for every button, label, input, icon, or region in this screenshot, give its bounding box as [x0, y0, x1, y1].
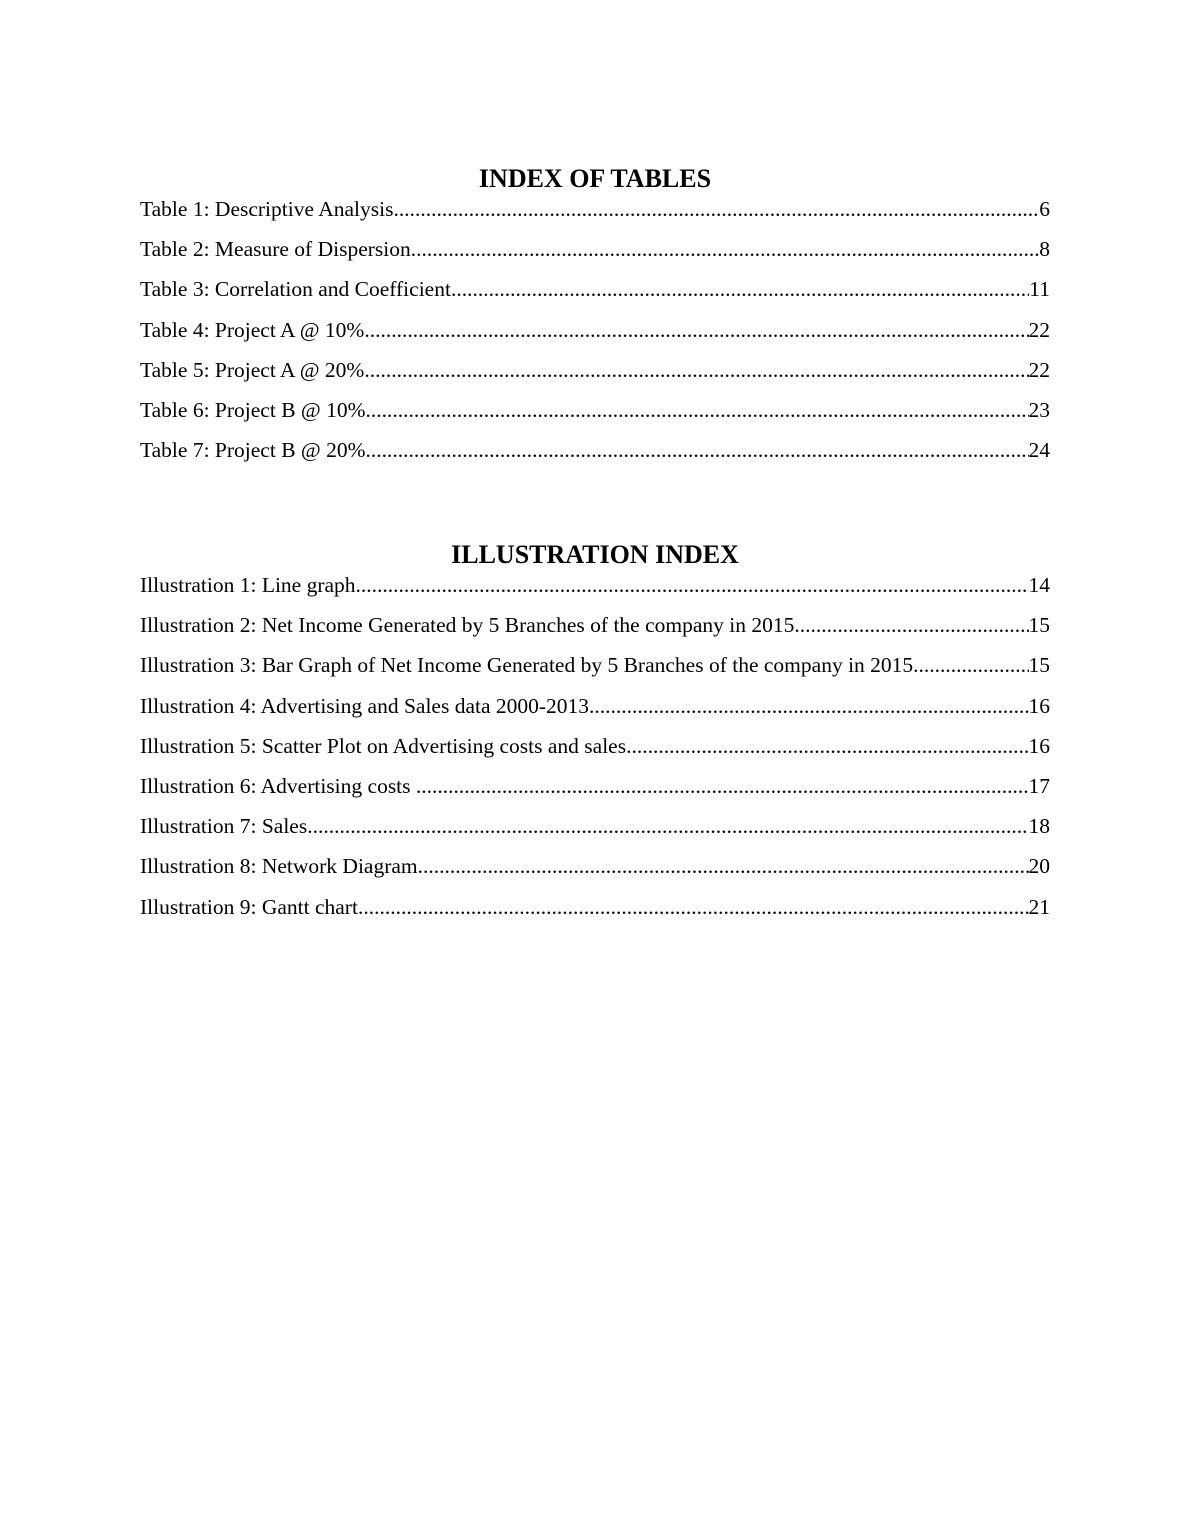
toc-entry-table-4[interactable]: [140, 316, 1050, 356]
dot-leader: [589, 692, 1028, 720]
dot-leader: [307, 812, 1028, 840]
toc-entry-page-number: 17: [1028, 773, 1050, 798]
dot-leader: [451, 275, 1029, 303]
dot-leader: [366, 436, 1029, 464]
toc-entry-label: Table 7: Project B @ 20%: [140, 438, 366, 463]
dot-leader: [913, 651, 1028, 679]
toc-entry-label: Illustration 7: Sales: [140, 814, 308, 839]
toc-entry-label: Illustration 8: Network Diagram: [140, 854, 418, 879]
toc-entry-label: Table 2: Measure of Dispersion: [140, 237, 411, 262]
toc-entry-page-number: 11: [1029, 277, 1050, 302]
toc-entry-label: Table 3: Correlation and Coefficient: [140, 277, 451, 302]
dot-leader: [356, 571, 1029, 599]
toc-entry-page-number: 20: [1028, 854, 1050, 879]
dot-leader: [364, 356, 1028, 384]
toc-entry-label: Illustration 6: Advertising costs: [140, 773, 416, 798]
dot-leader: [794, 611, 1028, 639]
toc-entry-illustration-5[interactable]: [140, 732, 1050, 772]
toc-entry-page-number: 16: [1028, 693, 1050, 718]
toc-entry-label: Table 4: Project A @ 10%: [140, 317, 365, 342]
toc-entry-label: Illustration 2: Net Income Generated by 5 Branches of the company in 2015: [140, 613, 795, 638]
toc-entry-page-number: 15: [1028, 613, 1050, 638]
toc-entry-illustration-8[interactable]: [140, 852, 1050, 892]
toc-entry-page-number: 24: [1028, 438, 1050, 463]
toc-entry-label: Table 1: Descriptive Analysis: [140, 197, 394, 221]
toc-entry-table-5[interactable]: [140, 356, 1050, 396]
illustration-index-heading: ILLUSTRATION INDEX: [451, 540, 739, 569]
dot-leader: [626, 732, 1028, 760]
toc-entry-illustration-3[interactable]: [140, 651, 1050, 691]
toc-entry-page-number: 22: [1028, 357, 1050, 382]
toc-entry-table-2[interactable]: [140, 235, 1050, 275]
toc-entry-page-number: 18: [1028, 814, 1050, 839]
toc-entry-page-number: 6: [1039, 197, 1050, 221]
toc-entry-label: Illustration 3: Bar Graph of Net Income Generated by 5 Branches of the company in 2015: [140, 653, 914, 678]
toc-entry-page-number: 15: [1028, 653, 1050, 678]
toc-entry-page-number: 8: [1039, 237, 1050, 262]
dot-leader: [411, 235, 1039, 263]
toc-entry-page-number: 22: [1028, 317, 1050, 342]
toc-entry-page-number: 21: [1028, 894, 1050, 919]
dot-leader: [393, 195, 1039, 223]
dot-leader: [358, 893, 1029, 921]
toc-entry-illustration-6[interactable]: [140, 772, 1050, 812]
toc-entry-page-number: 16: [1028, 733, 1050, 758]
toc-entry-label: Table 5: Project A @ 20%: [140, 357, 365, 382]
tables-index-list: [140, 195, 1050, 476]
toc-entry-label: Illustration 4: Advertising and Sales data 2000-2013: [140, 693, 590, 718]
toc-entry-page-number: 23: [1028, 397, 1050, 422]
dot-leader: [418, 852, 1029, 880]
toc-entry-page-number: 14: [1028, 573, 1050, 597]
toc-entry-label: Illustration 1: Line graph: [140, 573, 356, 597]
dot-leader: [366, 396, 1029, 424]
toc-entry-table-6[interactable]: [140, 396, 1050, 436]
tables-index-heading: INDEX OF TABLES: [478, 164, 712, 193]
toc-entry-label: Illustration 9: Gantt chart: [140, 894, 358, 919]
index-of-tables: [140, 163, 1050, 476]
toc-entry-illustration-1[interactable]: [140, 571, 1050, 611]
dot-leader: [416, 772, 1029, 800]
illustration-index-list: [140, 571, 1050, 933]
toc-entry-illustration-7[interactable]: [140, 812, 1050, 852]
dot-leader: [364, 316, 1028, 344]
toc-entry-illustration-2[interactable]: [140, 611, 1050, 651]
toc-entry-table-1[interactable]: [140, 195, 1050, 235]
toc-entry-label: Table 6: Project B @ 10%: [140, 397, 366, 422]
toc-entry-label: Illustration 5: Scatter Plot on Advertising costs and sales: [140, 733, 627, 758]
toc-entry-table-7[interactable]: [140, 436, 1050, 476]
illustration-index: [140, 539, 1050, 933]
toc-entry-illustration-9[interactable]: [140, 893, 1050, 933]
toc-entry-table-3[interactable]: [140, 275, 1050, 315]
toc-entry-illustration-4[interactable]: [140, 692, 1050, 732]
